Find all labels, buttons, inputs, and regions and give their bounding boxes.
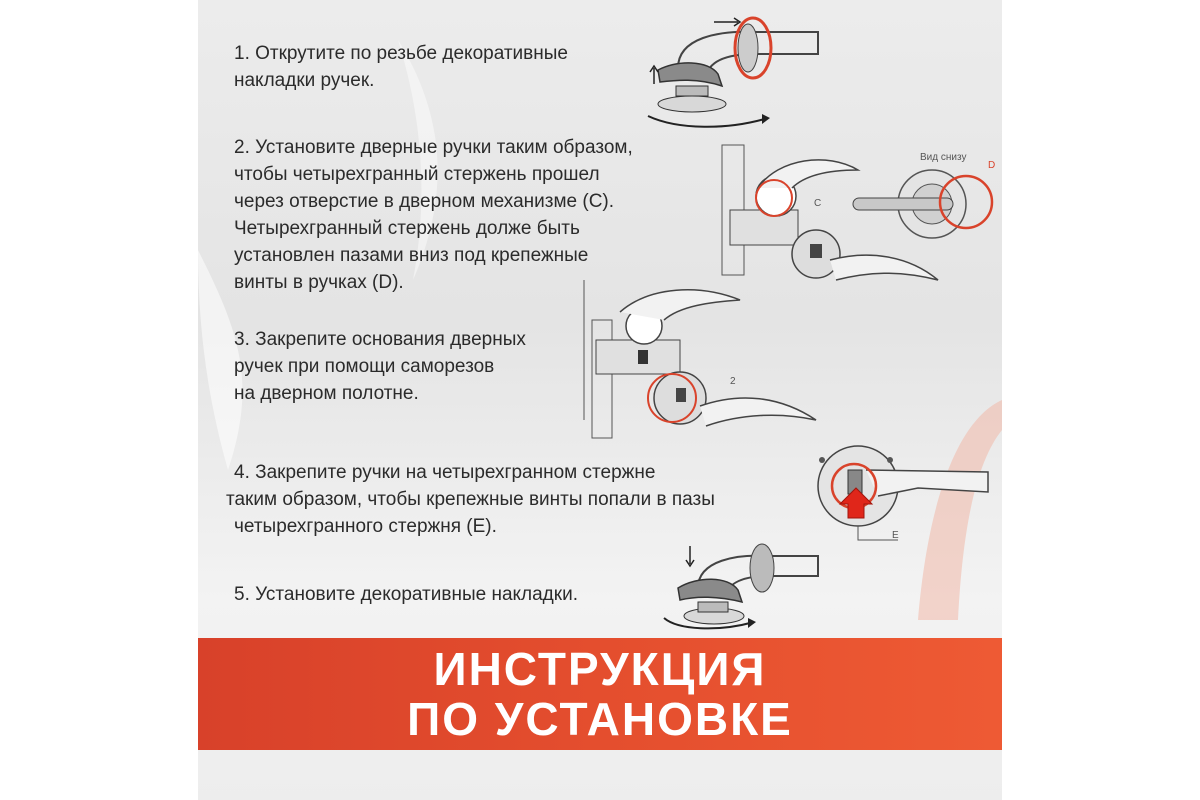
- step-5: [234, 581, 578, 608]
- banner-title-line-2: ПО УСТАНОВКЕ: [407, 693, 793, 745]
- step-3-line: ручек при помощи саморезов: [234, 356, 495, 377]
- diagram-install-covers: [658, 536, 828, 636]
- step-2-line: через отверстие в дверном механизме (C).: [234, 191, 615, 212]
- diagram-fasten-spindle: [798, 432, 998, 552]
- step-2-line: 2. Установите дверные ручки таким образом,: [234, 137, 633, 158]
- instruction-card: [198, 0, 1002, 800]
- step-2-line: установлен пазами вниз под крепежные: [234, 245, 589, 266]
- step-1-line: 1. Открутите по резьбе декоративные: [234, 43, 568, 64]
- step-2-line: винты в ручках (D).: [234, 272, 404, 293]
- label-bottom-view: Вид снизу: [920, 152, 967, 163]
- step-4-line: 4. Закрепите ручки на четырехгранном стержне: [234, 462, 656, 483]
- label-c: C: [814, 198, 822, 209]
- step-5-line: 5. Установите декоративные накладки.: [234, 584, 578, 605]
- label-d: D: [988, 160, 996, 171]
- label-e: E: [892, 530, 899, 541]
- diagram-unscrew-cover: [638, 8, 838, 133]
- step-1-line: накладки ручек.: [234, 70, 375, 91]
- step-4-line: четырехгранного стержня (E).: [234, 516, 497, 537]
- step-2: [234, 134, 633, 296]
- step-4-line: таким образом, чтобы крепежные винты попали в пазы: [226, 489, 715, 510]
- step-3: [234, 326, 526, 407]
- diagram-screw-bases: [580, 280, 820, 440]
- step-3-line: 3. Закрепите основания дверных: [234, 329, 526, 350]
- step-3-line: на дверном полотне.: [234, 383, 419, 404]
- step-1: [234, 40, 568, 94]
- banner-title-line-1: ИНСТРУКЦИЯ: [433, 643, 767, 695]
- title-banner: [198, 638, 1002, 750]
- step-4: [226, 459, 715, 540]
- label-2: 2: [730, 376, 736, 387]
- step-2-line: чтобы четырехгранный стержень прошел: [234, 164, 600, 185]
- step-2-line: Четырехгранный стержень долже быть: [234, 218, 580, 239]
